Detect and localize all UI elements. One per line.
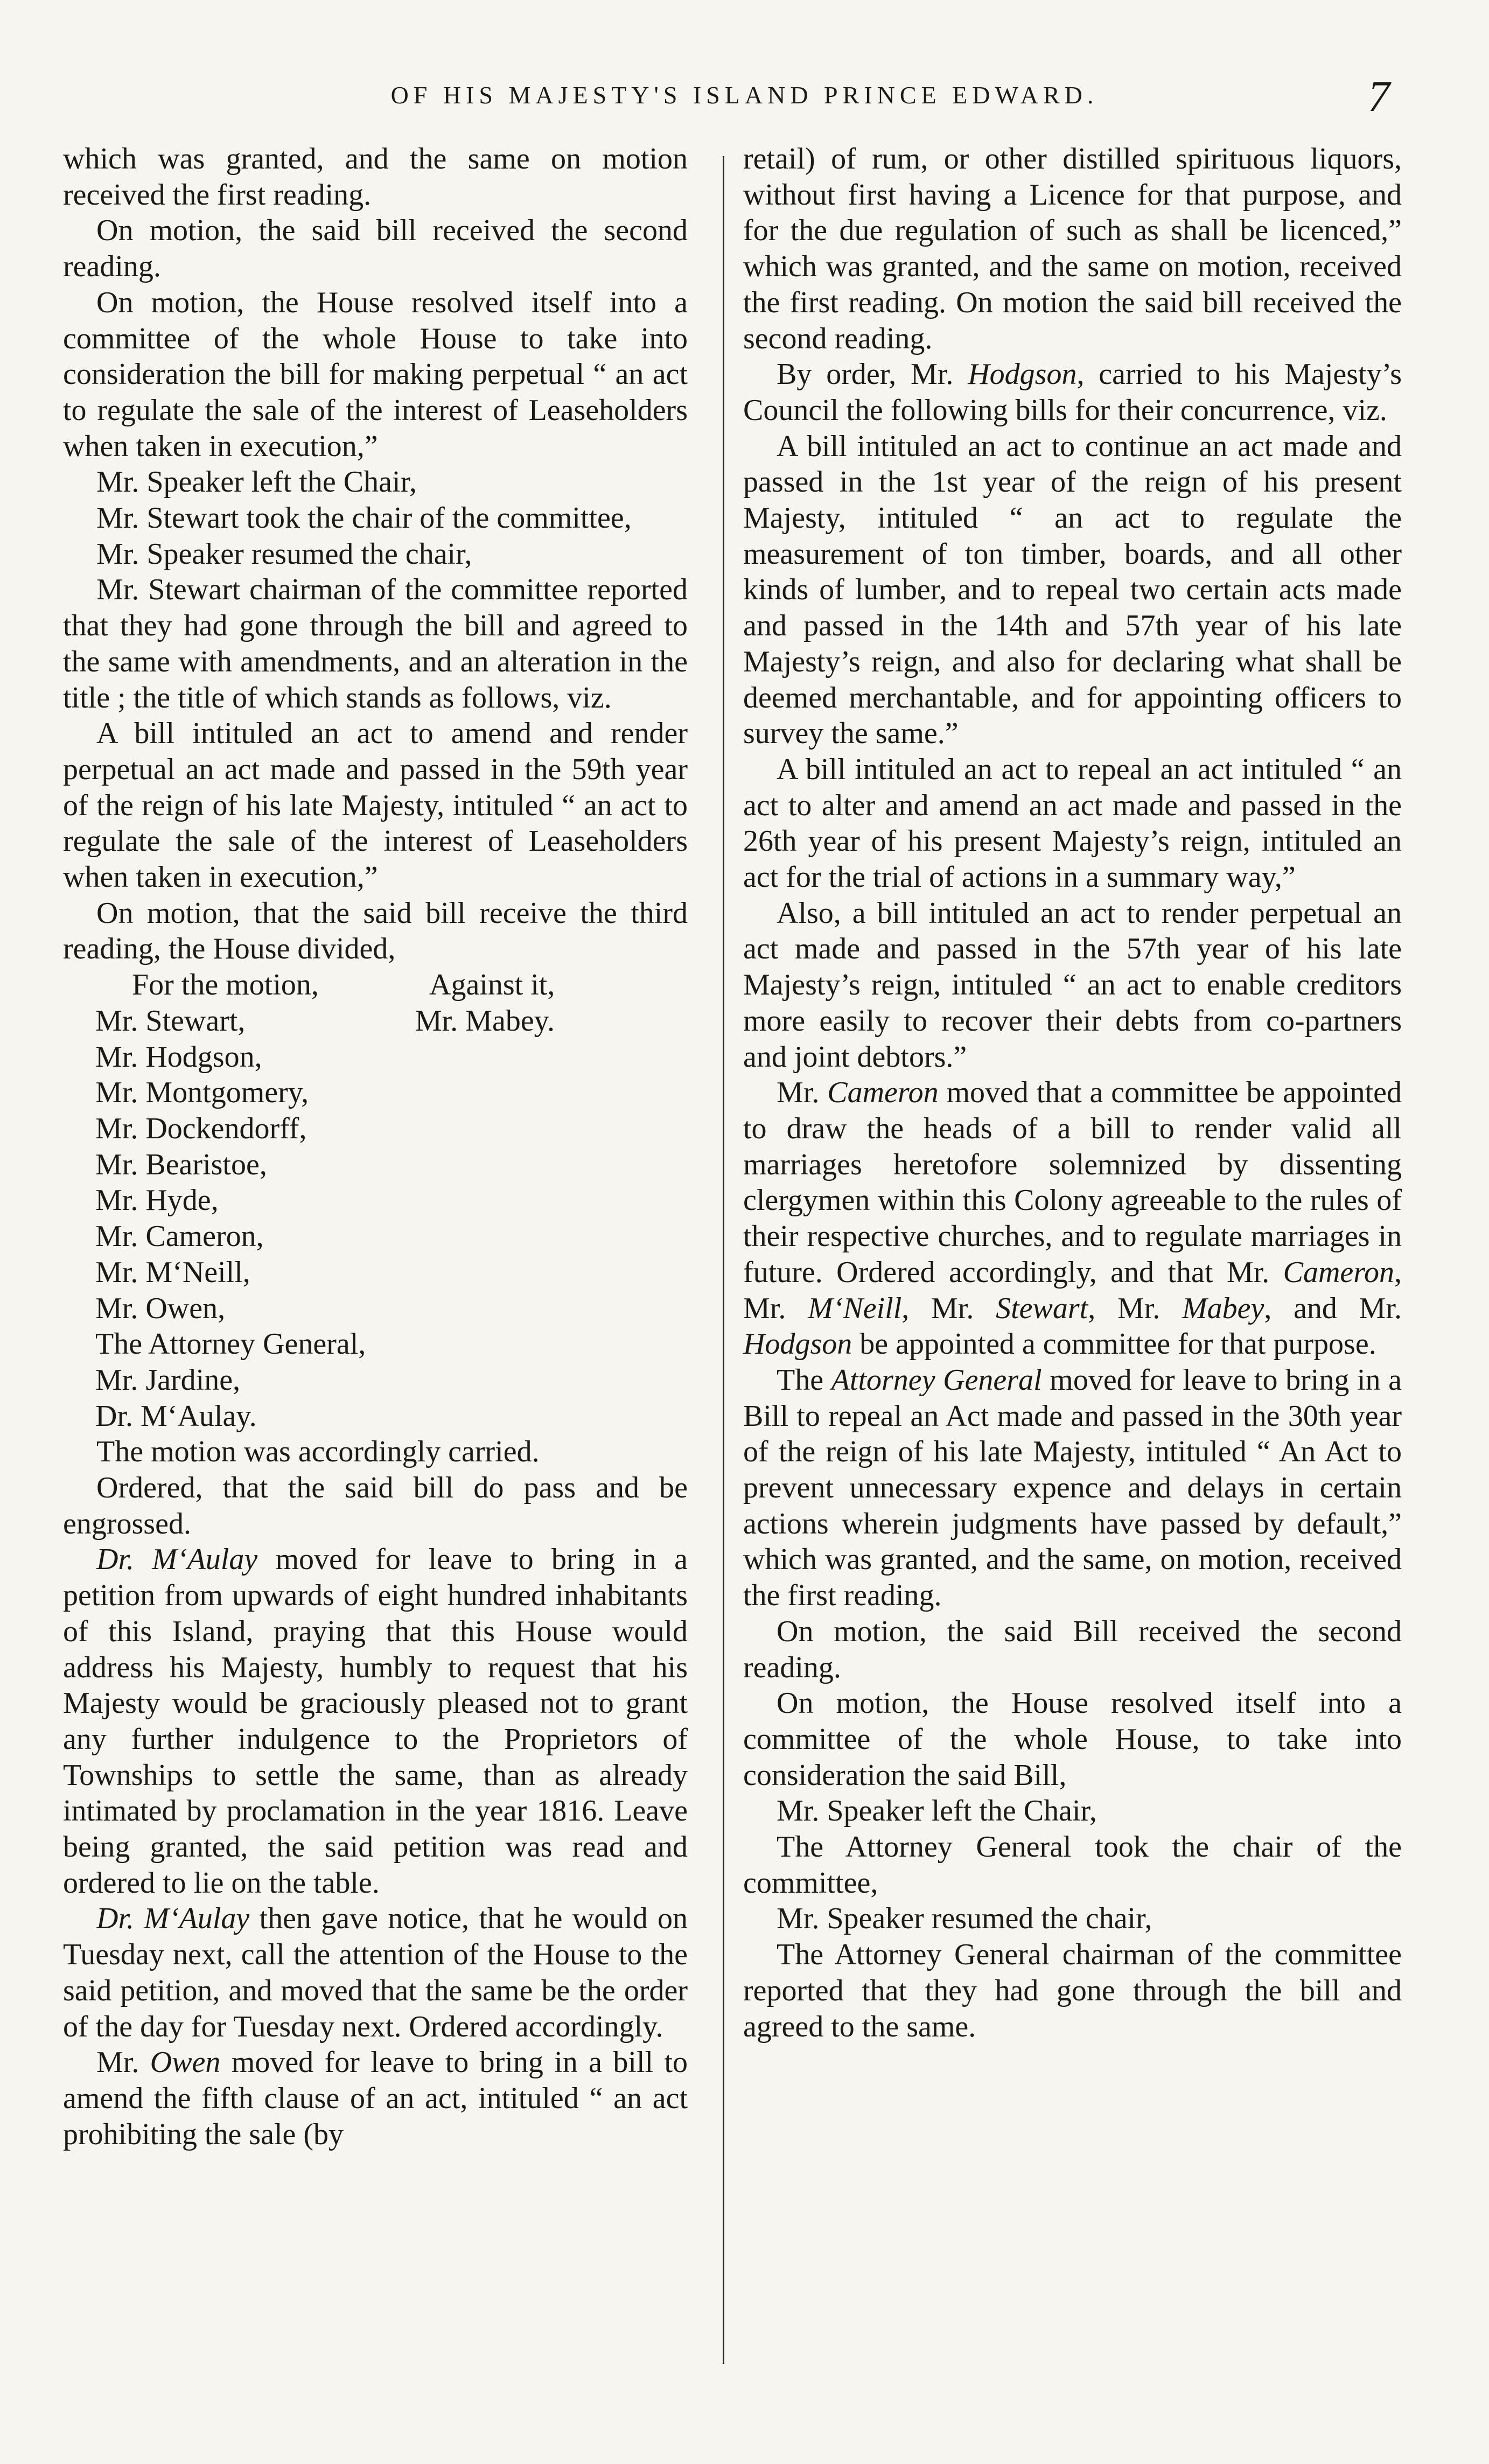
paragraph: Mr. Speaker resumed the chair, [777,1902,1152,1936]
voter-name: Mr. Dockendorff, [95,1111,307,1145]
paragraph: A bill intituled an act to amend and render perpetual an act made and passed in the 59th year of the reign of his late Majesty, intituled “ an act to regulate the sale of the interest of Leaseholders when taken in execution,” [63,717,688,894]
voter-name: Mr. Bearistoe, [95,1147,267,1181]
paragraph: The motion was accordingly carried. [96,1435,540,1469]
voter-name: Mr. Hyde, [95,1184,219,1217]
member-name: Mabey [1182,1291,1264,1325]
paragraph: The Attorney General moved for leave to bring in a Bill to repeal an Act made and passed in the 30th year of the reign of his late Majesty, intituled “ An Act to prevent unnecessary expence and delays in certain actions wherein judgments have passed by default,” which was granted, and the same, on motion, received the first reading. [743,1363,1402,1613]
member-name: Stewart [996,1291,1088,1325]
paragraph: Mr. Owen moved for leave to bring in a bill to amend the fifth clause of an act, intituled “ an act prohibiting the sale (by [63,2046,688,2151]
paragraph: On motion, that the said bill receive the third reading, the House divided, [63,896,688,966]
paragraph: Mr. Stewart chairman of the committee reported that they had gone through the bill and agreed to the same with amendments, and an alteration in the title ; the title of which stands as follows, viz. [63,573,688,715]
member-name: M‘Neill [808,1291,902,1325]
running-title: OF HIS MAJESTY'S ISLAND PRINCE EDWARD. [390,81,1099,109]
voter-name: Mr. Jardine, [95,1363,241,1397]
paragraph: Mr. Speaker left the Chair, [777,1794,1097,1828]
paragraph: On motion, the said bill received the second reading. [63,214,688,284]
for-heading: For the motion, [132,968,319,1002]
voter-name: Mr. Owen, [95,1291,226,1325]
voter-name: Mr. Mabey. [415,1004,555,1038]
against-names [415,1003,688,1434]
paragraph: On motion, the said Bill received the second reading. [743,1614,1402,1684]
paragraph: Dr. M‘Aulay then gave notice, that he would on Tuesday next, call the attention of the House to the said petition, and moved that the same be the order of the day for Tuesday next. Ordered accordingly. [63,1902,688,2043]
paragraph: Dr. M‘Aulay moved for leave to bring in a petition from upwards of eight hundred inhabitants of this Island, praying that this House would address his Majesty, humbly to request that his Majesty would be graciously pleased not to grant any further indulgence to the Proprietors of Townships to settle the same, than as already intimated by proclamation in the year 1816. Leave being granted, the said petition was read and ordered to lie on the table. [63,1543,688,1900]
division-list [63,1003,688,1434]
division-headings [63,967,688,1003]
paragraph: A bill intituled an act to repeal an act intituled “ an act to alter and amend an act made and passed in the 26th year of his present Majesty’s reign, intituled an act for the trial of actions in a summary way,” [743,752,1402,894]
voter-name: Mr. Montgomery, [95,1076,309,1110]
member-name: Hodgson [743,1327,852,1361]
paragraph: which was granted, and the same on motion received the first reading. [63,142,688,212]
paragraph: Also, a bill intituled an act to render perpetual an act made and passed in the 57th year of his late Majesty’s reign, intituled “ an act to enable creditors more easily to recover their debts from co-partners and joint debtors.” [743,896,1402,1074]
against-heading: Against it, [429,968,555,1002]
paragraph: Mr. Speaker left the Chair, [96,465,417,499]
paragraph: Mr. Cameron moved that a committee be appointed to draw the heads of a bill to render valid all marriages heretofore solemnized by dissenting clergymen within this Colony agreeable to the rules of their respective churches, and to regulate marriages in future. Ordered accordingly, and that Mr. Cameron, Mr. M‘Neill, Mr. Stewart, Mr. Mabey, and Mr. Hodgson be appointed a committee for that purpose. [743,1076,1402,1361]
column-divider [723,156,724,2364]
paragraph: retail) of rum, or other distilled spirituous liquors, without first having a Licence for that purpose, and for the due regulation of such as shall be licenced,” which was granted, and the same on motion, received the first reading. On motion the said bill received the second reading. [743,142,1402,355]
paragraph: Mr. Stewart took the chair of the committee, [96,501,632,535]
right-column [743,141,1402,2045]
member-name: Owen [150,2046,221,2080]
member-name: Attorney General [831,1363,1042,1397]
member-name: Dr. M‘Aulay [96,1543,258,1577]
voter-name: The Attorney General, [95,1327,366,1361]
voter-name: Mr. M‘Neill, [95,1255,250,1289]
member-name: Cameron [827,1076,939,1110]
paragraph: Ordered, that the said bill do pass and be engrossed. [63,1471,688,1541]
paragraph: Mr. Speaker resumed the chair, [96,537,472,571]
voter-name: Dr. M‘Aulay. [95,1399,257,1433]
paragraph: On motion, the House resolved itself into a committee of the whole House to take into consideration the bill for making perpetual “ an act to regulate the sale of the interest of Leaseholders when taken in execution,” [63,285,688,463]
paragraph: The Attorney General chairman of the committee reported that they had gone through the bill and agreed to the same. [743,1938,1402,2043]
paragraph: By order, Mr. Hodgson, carried to his Majesty’s Council the following bills for their concurrence, viz. [743,358,1402,427]
voter-name: Mr. Stewart, [95,1004,246,1038]
voter-name: Mr. Hodgson, [95,1040,262,1074]
member-name: Cameron [1283,1255,1394,1289]
member-name: Dr. M‘Aulay [96,1902,250,1936]
paragraph: The Attorney General took the chair of the committee, [743,1830,1402,1900]
voter-name: Mr. Cameron, [95,1220,264,1254]
left-column [63,141,688,2152]
page-number: 7 [1368,72,1390,121]
for-names [63,1003,415,1434]
member-name: Hodgson [968,358,1077,391]
paragraph: A bill intituled an act to continue an act made and passed in the 1st year of the reign of his present Majesty, intituled “ an act to regulate the measurement of ton timber, boards, and all other kinds of lumber, and to repeal two certain acts made and passed in the 14th and 57th year of his late Majesty’s reign, and also for declaring what shall be deemed merchantable, and for appointing officers to survey the same.” [743,429,1402,751]
paragraph: On motion, the House resolved itself into a committee of the whole House, to take into consideration the said Bill, [743,1686,1402,1792]
